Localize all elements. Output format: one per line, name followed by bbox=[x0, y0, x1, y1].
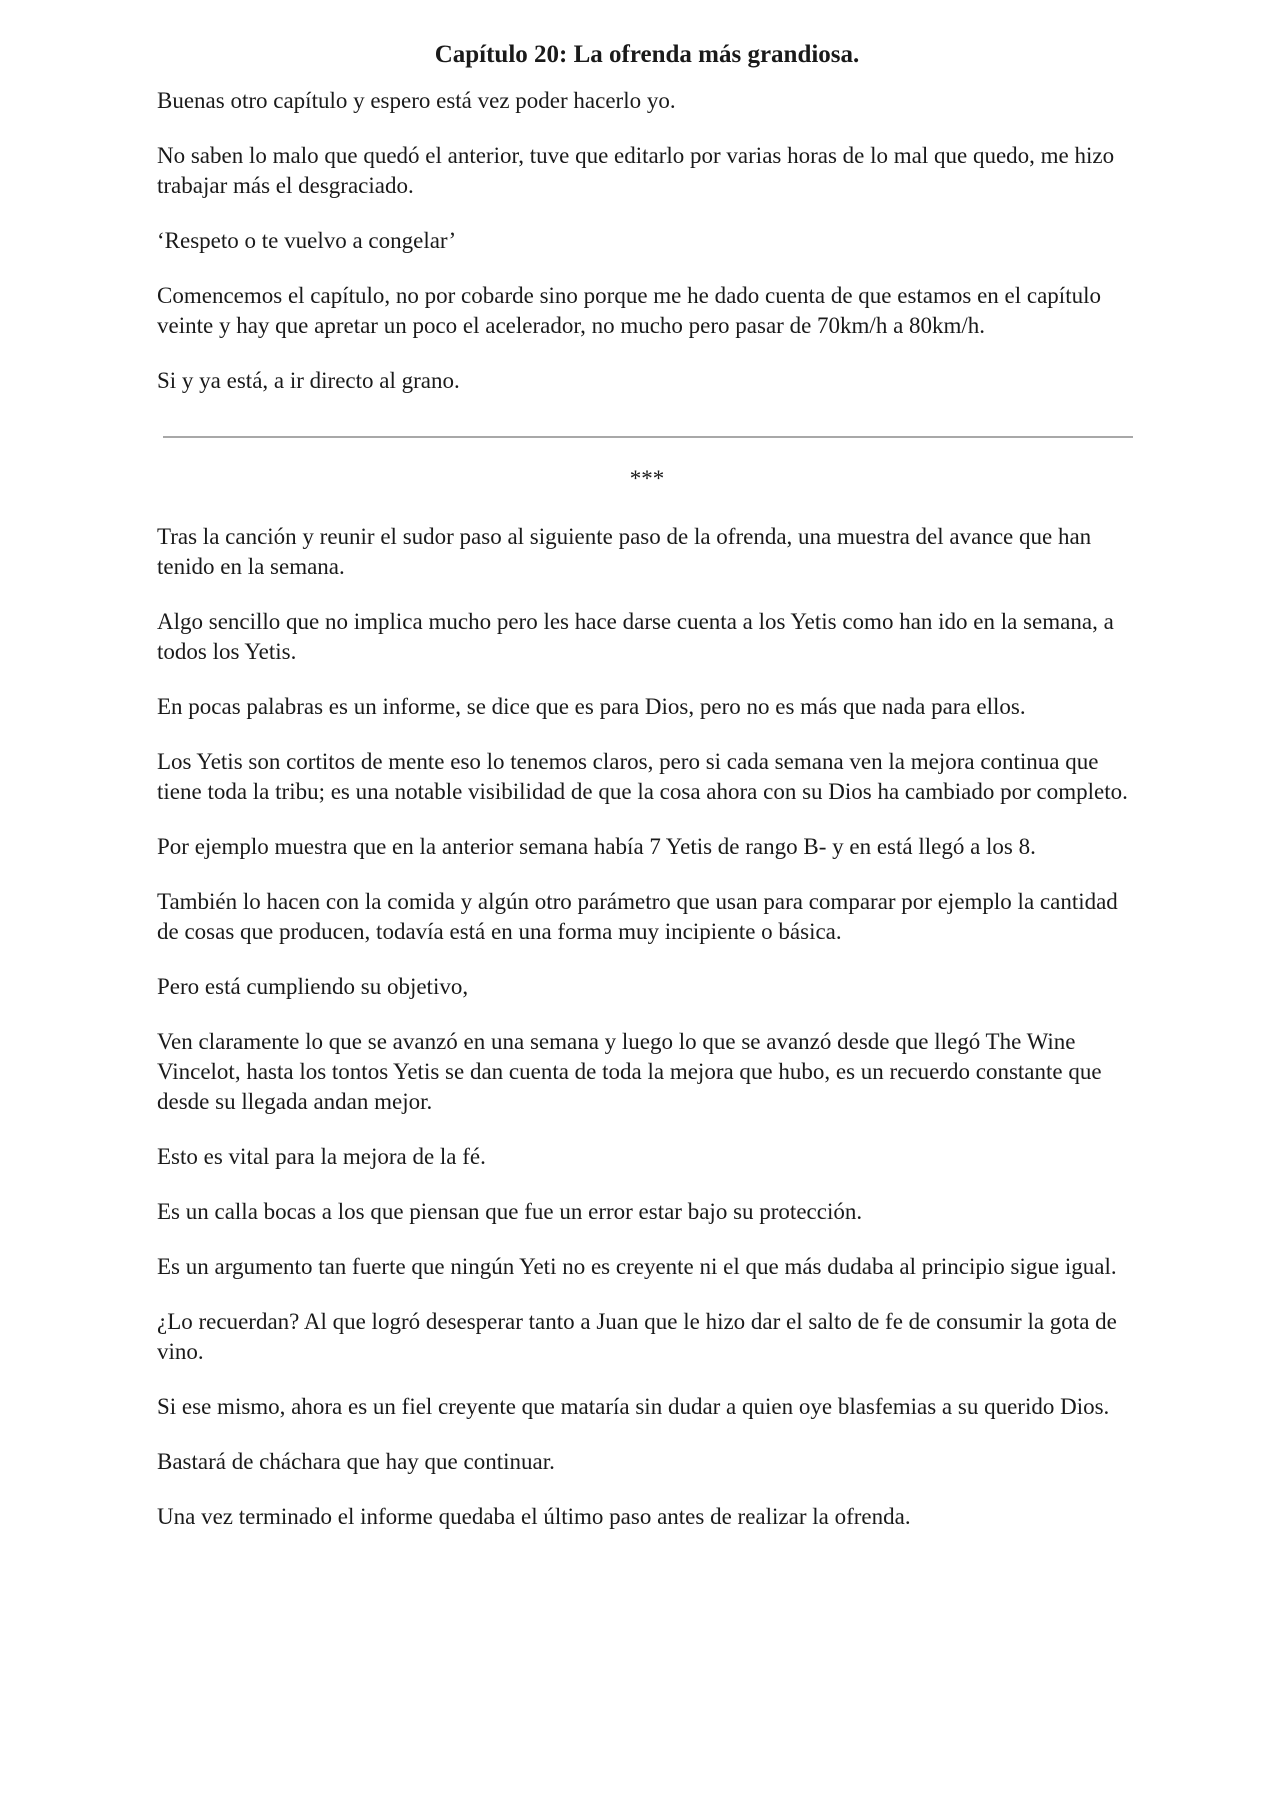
body-paragraph: Por ejemplo muestra que en la anterior semana había 7 Yetis de rango B- y en está llegó a los 8. bbox=[157, 834, 1036, 859]
body-paragraph: ¿Lo recuerdan? Al que logró desesperar tanto a Juan que le hizo dar el salto de fe de consumir la gota de vino. bbox=[157, 1309, 1117, 1364]
body-paragraph: Bastará de cháchara que hay que continuar. bbox=[157, 1449, 555, 1474]
body-paragraph: En pocas palabras es un informe, se dice que es para Dios, pero no es más que nada para ellos. bbox=[157, 694, 1026, 719]
body-paragraph: Pero está cumpliendo su objetivo, bbox=[157, 974, 469, 999]
intro-paragraph: ‘Respeto o te vuelvo a congelar’ bbox=[157, 228, 457, 253]
body-paragraph: Los Yetis son cortitos de mente eso lo tenemos claros, pero si cada semana ven la mejora continua que tiene toda la tribu; es una notable visibilidad de que la cosa ahora con su Dios ha cambiado por completo. bbox=[157, 749, 1128, 804]
body-section bbox=[157, 522, 1137, 1532]
scene-separator: *** bbox=[629, 466, 665, 491]
intro-section bbox=[157, 86, 1137, 396]
intro-paragraph: Si y ya está, a ir directo al grano. bbox=[157, 368, 460, 393]
body-paragraph: Si ese mismo, ahora es un fiel creyente que mataría sin dudar a quien oye blasfemias a su querido Dios. bbox=[157, 1394, 1110, 1419]
intro-paragraph: No saben lo malo que quedó el anterior, tuve que editarlo por varias horas de lo mal que quedo, me hizo trabajar más el desgraciado. bbox=[157, 143, 1115, 198]
body-paragraph: Es un argumento tan fuerte que ningún Yeti no es creyente ni el que más dudaba al principio sigue igual. bbox=[157, 1254, 1117, 1279]
body-paragraph: Es un calla bocas a los que piensan que fue un error estar bajo su protección. bbox=[157, 1199, 863, 1224]
body-paragraph: Algo sencillo que no implica mucho pero les hace darse cuenta a los Yetis como han ido en la semana, a todos los Yetis. bbox=[157, 609, 1114, 664]
document-page bbox=[157, 38, 1137, 1557]
chapter-title: Capítulo 20: La ofrenda más grandiosa. bbox=[434, 41, 860, 68]
body-paragraph: Esto es vital para la mejora de la fé. bbox=[157, 1144, 486, 1169]
horizontal-divider bbox=[163, 436, 1133, 438]
body-paragraph: Una vez terminado el informe quedaba el último paso antes de realizar la ofrenda. bbox=[157, 1504, 911, 1529]
body-paragraph: También lo hacen con la comida y algún otro parámetro que usan para comparar por ejemplo la cantidad de cosas que producen, todavía está en una forma muy incipiente o básica. bbox=[157, 889, 1118, 944]
body-paragraph: Ven claramente lo que se avanzó en una semana y luego lo que se avanzó desde que llegó The Wine Vincelot, hasta los tontos Yetis se dan cuenta de toda la mejora que hubo, es un recuerdo constante que desde su llegada andan mejor. bbox=[157, 1029, 1102, 1114]
body-paragraph: Tras la canción y reunir el sudor paso al siguiente paso de la ofrenda, una muestra del avance que han tenido en la semana. bbox=[157, 524, 1092, 579]
intro-paragraph: Buenas otro capítulo y espero está vez poder hacerlo yo. bbox=[157, 88, 676, 113]
intro-paragraph: Comencemos el capítulo, no por cobarde sino porque me he dado cuenta de que estamos en el capítulo veinte y hay que apretar un poco el acelerador, no mucho pero pasar de 70km/h a 80km/h. bbox=[157, 283, 1101, 338]
